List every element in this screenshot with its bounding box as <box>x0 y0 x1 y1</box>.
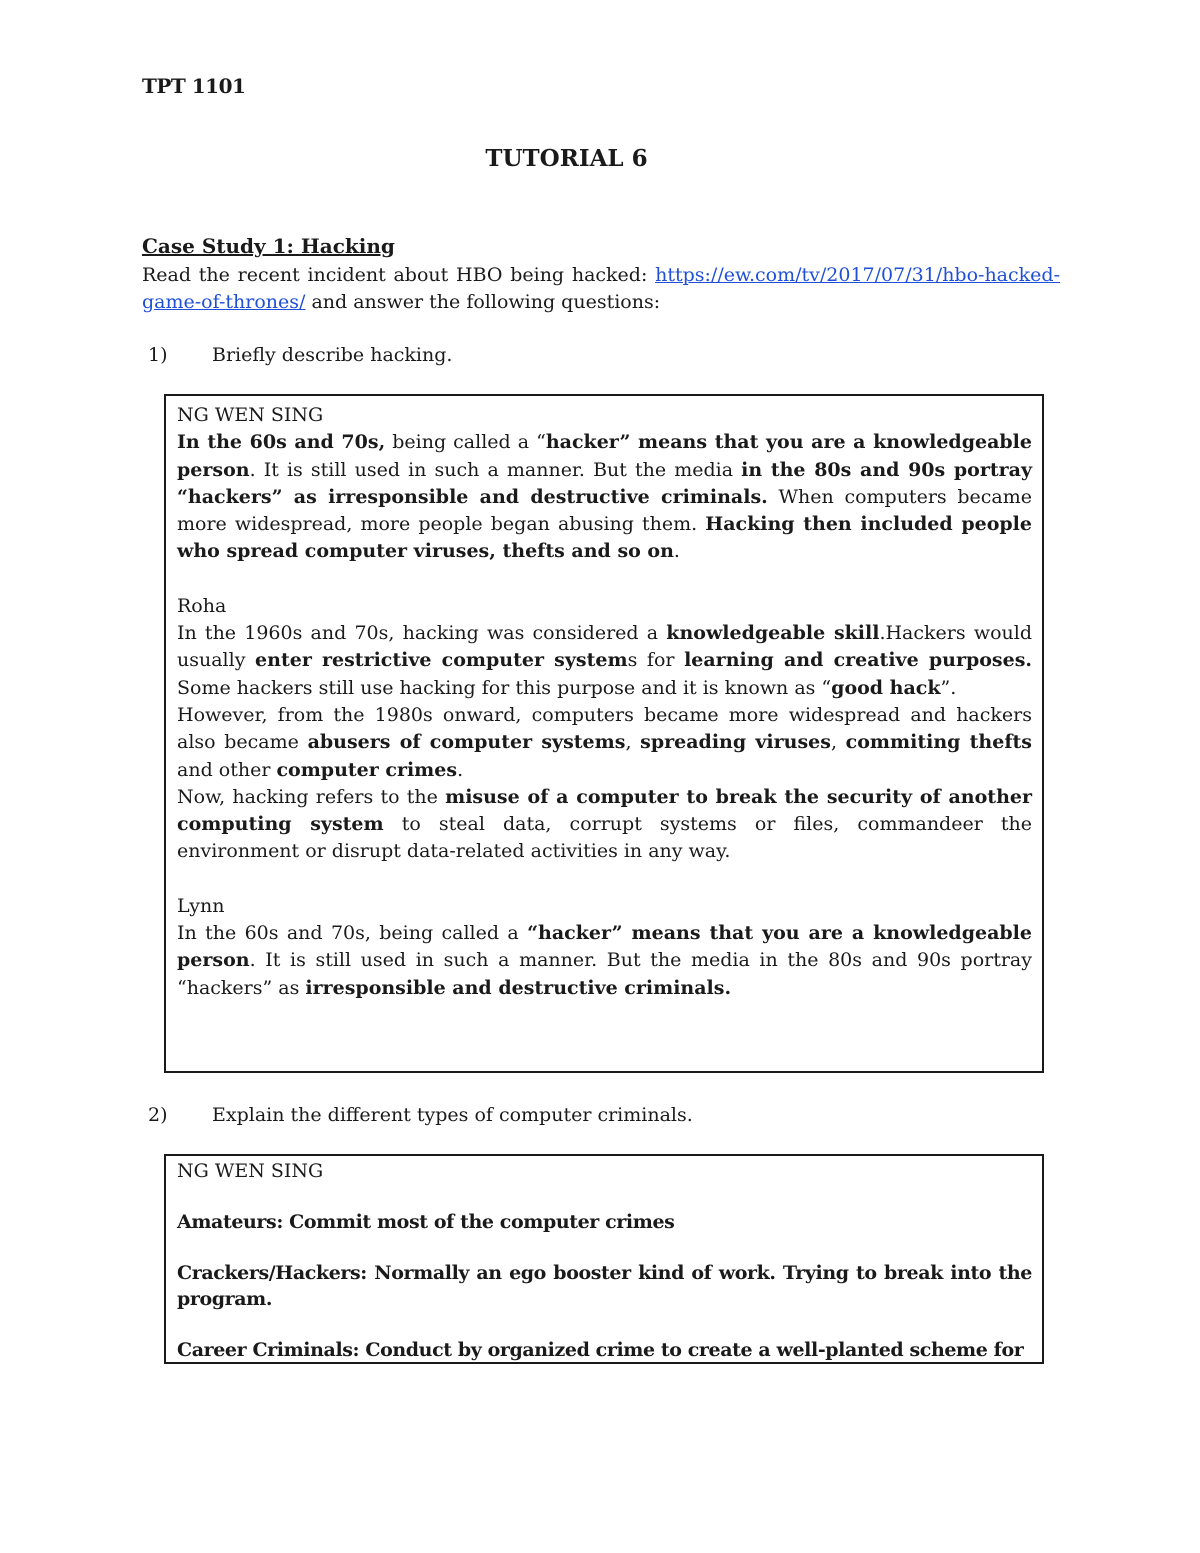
case-study-intro <box>142 262 1060 316</box>
question-1-number: 1) <box>148 344 168 366</box>
answer-paragraph-lynn: In the 60s and 70s, being called a “hacker” means that you are a knowledgeable person. It is still used in such a manner. But the media in the 80s and 90s portray “hackers” as irresponsible and destructive criminals. <box>177 922 1032 999</box>
criminal-type-career: Career Criminals: Conduct by organized crime to create a well-planted scheme for <box>177 1339 1024 1361</box>
criminal-type-crackers: Crackers/Hackers: Normally an ego booster kind of work. Trying to break into the program. <box>177 1262 1032 1310</box>
intro-text-after: and answer the following questions: <box>305 291 661 313</box>
question-1 <box>148 344 452 366</box>
answer-author: Lynn <box>177 894 225 917</box>
answer-author: NG WEN SING <box>177 1160 324 1182</box>
answer-author: Roha <box>177 594 227 617</box>
question-2-number: 2) <box>148 1104 168 1126</box>
answer-author: NG WEN SING <box>177 404 324 426</box>
criminal-type-amateurs: Amateurs: Commit most of the computer crimes <box>177 1211 675 1233</box>
hbo-article-link[interactable]: https://ew.com/tv/2017/07/31/hbo-hacked-game-of-thrones/ <box>142 264 1060 313</box>
page-title: TUTORIAL 6 <box>485 145 648 172</box>
answer-paragraph-roha: In the 1960s and 70s, hacking was considered a knowledgeable skill.Hackers would usually enter restrictive computer systems for learning and creative purposes. Some hackers still use hacking for this purpose and it is known as “good hack”. <box>177 622 1033 699</box>
intro-text-before: Read the recent incident about HBO being hacked: <box>142 264 656 286</box>
answer-paragraph-ngws: In the 60s and 70s, being called a “hacker” means that you are a knowledgeable person. It is still used in such a manner. But the media in the 80s and 90s portray “hackers” as irresponsible and destructive criminals. When computers became more widespread, more people began abusing them. Hacking then included people who spread computer viruses, thefts and so on. <box>177 431 1033 563</box>
answer-box-q1 <box>164 394 1044 1073</box>
question-2 <box>148 1104 693 1126</box>
question-1-text: Briefly describe hacking. <box>212 344 453 366</box>
question-2-text: Explain the different types of computer criminals. <box>212 1104 693 1126</box>
answer-box-q2 <box>164 1154 1044 1364</box>
course-code: TPT 1101 <box>142 74 246 98</box>
answer-paragraph-roha-3: Now, hacking refers to the misuse of a computer to break the security of another computing system to steal data, corrupt systems or files, commandeer the environment or disrupt data-related activities in any way. <box>177 785 1032 863</box>
answer-paragraph-roha-2: However, from the 1980s onward, computers became more widespread and hackers also became abusers of computer systems, spreading viruses, commiting thefts and other computer crimes. <box>177 703 1032 781</box>
case-study-heading: Case Study 1: Hacking <box>142 234 395 258</box>
